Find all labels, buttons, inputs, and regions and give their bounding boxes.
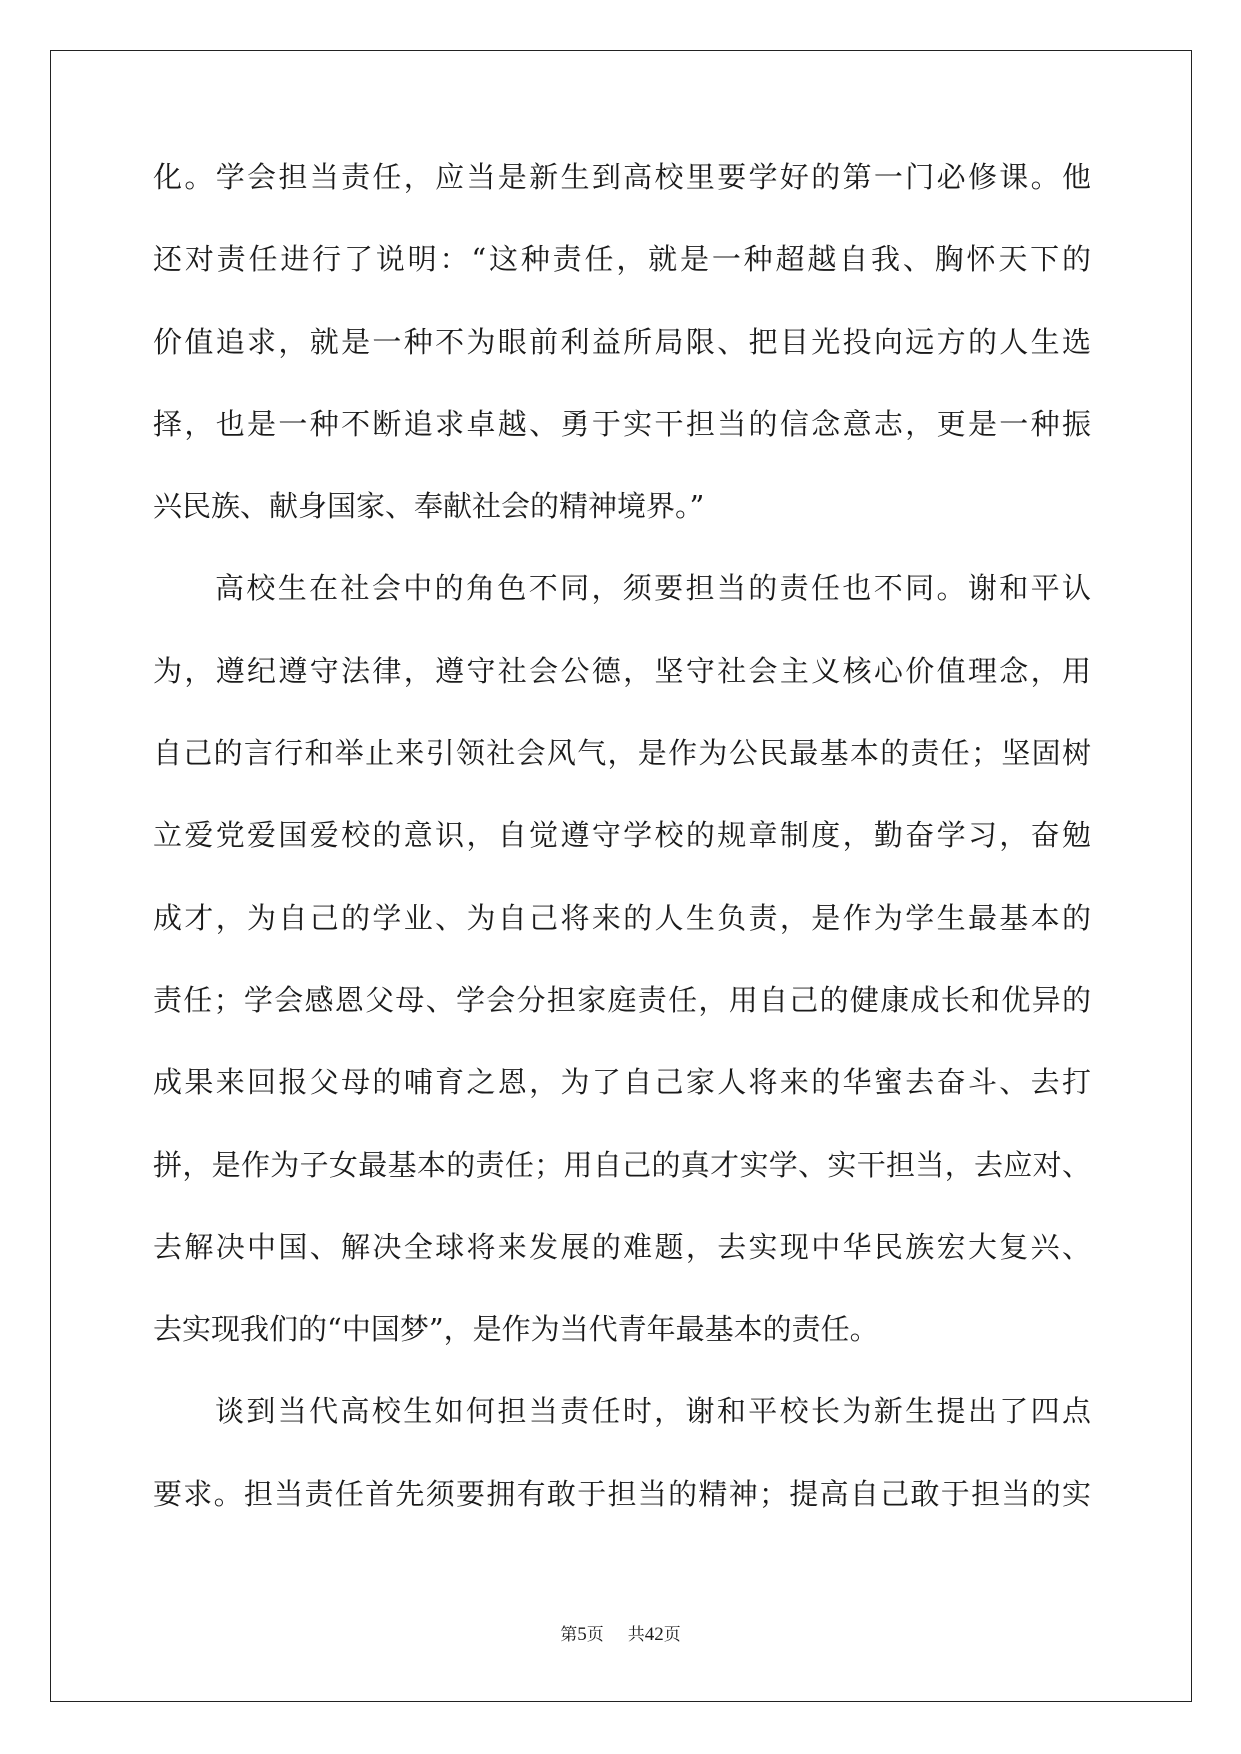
text-line: 成果来回报父母的哺育之恩，为了自己家人将来的华蜜去奋斗、去打 [153,1067,1091,1100]
text-line: 择，也是一种不断追求卓越、勇于实干担当的信念意志，更是一种振 [153,408,1091,441]
page-number: 5 [577,1624,587,1645]
text-line: 还对责任进行了说明：“这种责任，就是一种超越自我、胸怀天下的 [153,244,1091,277]
page-prefix: 第 [560,1625,578,1644]
text-line: 为，遵纪遵守法律，遵守社会公德，坚守社会主义核心价值理念，用 [153,655,1091,688]
text-line: 成才，为自己的学业、为自己将来的人生负责，是作为学生最基本的 [153,902,1091,935]
text-line: 立爱党爱国爱校的意识，自觉遵守学校的规章制度，勤奋学习，奋勉 [153,820,1091,853]
text-line: 自己的言行和举止来引领社会风气，是作为公民最基本的责任；坚固树 [153,738,1091,771]
page-suffix: 页 [586,1625,604,1644]
text-line: 兴民族、献身国家、奉献社会的精神境界。” [153,491,705,524]
total-suffix: 页 [663,1625,681,1644]
total-pages: 42 [644,1624,664,1645]
document-body [153,162,1091,1561]
text-line: 高校生在社会中的角色不同，须要担当的责任也不同。谢和平认 [215,573,1091,606]
page-footer [0,1620,1241,1646]
text-line: 要求。担当责任首先须要拥有敢于担当的精神；提高自己敢于担当的实 [153,1478,1091,1511]
total-prefix: 共 [627,1625,645,1644]
text-line: 去实现我们的“中国梦”，是作为当代青年最基本的责任。 [153,1314,879,1347]
text-line: 价值追求，就是一种不为眼前利益所局限、把目光投向远方的人生选 [153,326,1091,359]
text-line: 去解决中国、解决全球将来发展的难题，去实现中华民族宏大复兴、 [153,1231,1091,1264]
text-line: 责任；学会感恩父母、学会分担家庭责任，用自己的健康成长和优异的 [153,984,1091,1017]
text-line: 谈到当代高校生如何担当责任时，谢和平校长为新生提出了四点 [215,1396,1091,1429]
text-line: 拼，是作为子女最基本的责任；用自己的真才实学、实干担当，去应对、 [153,1149,1091,1182]
text-line: 化。学会担当责任，应当是新生到高校里要学好的第一门必修课。他 [153,162,1091,194]
